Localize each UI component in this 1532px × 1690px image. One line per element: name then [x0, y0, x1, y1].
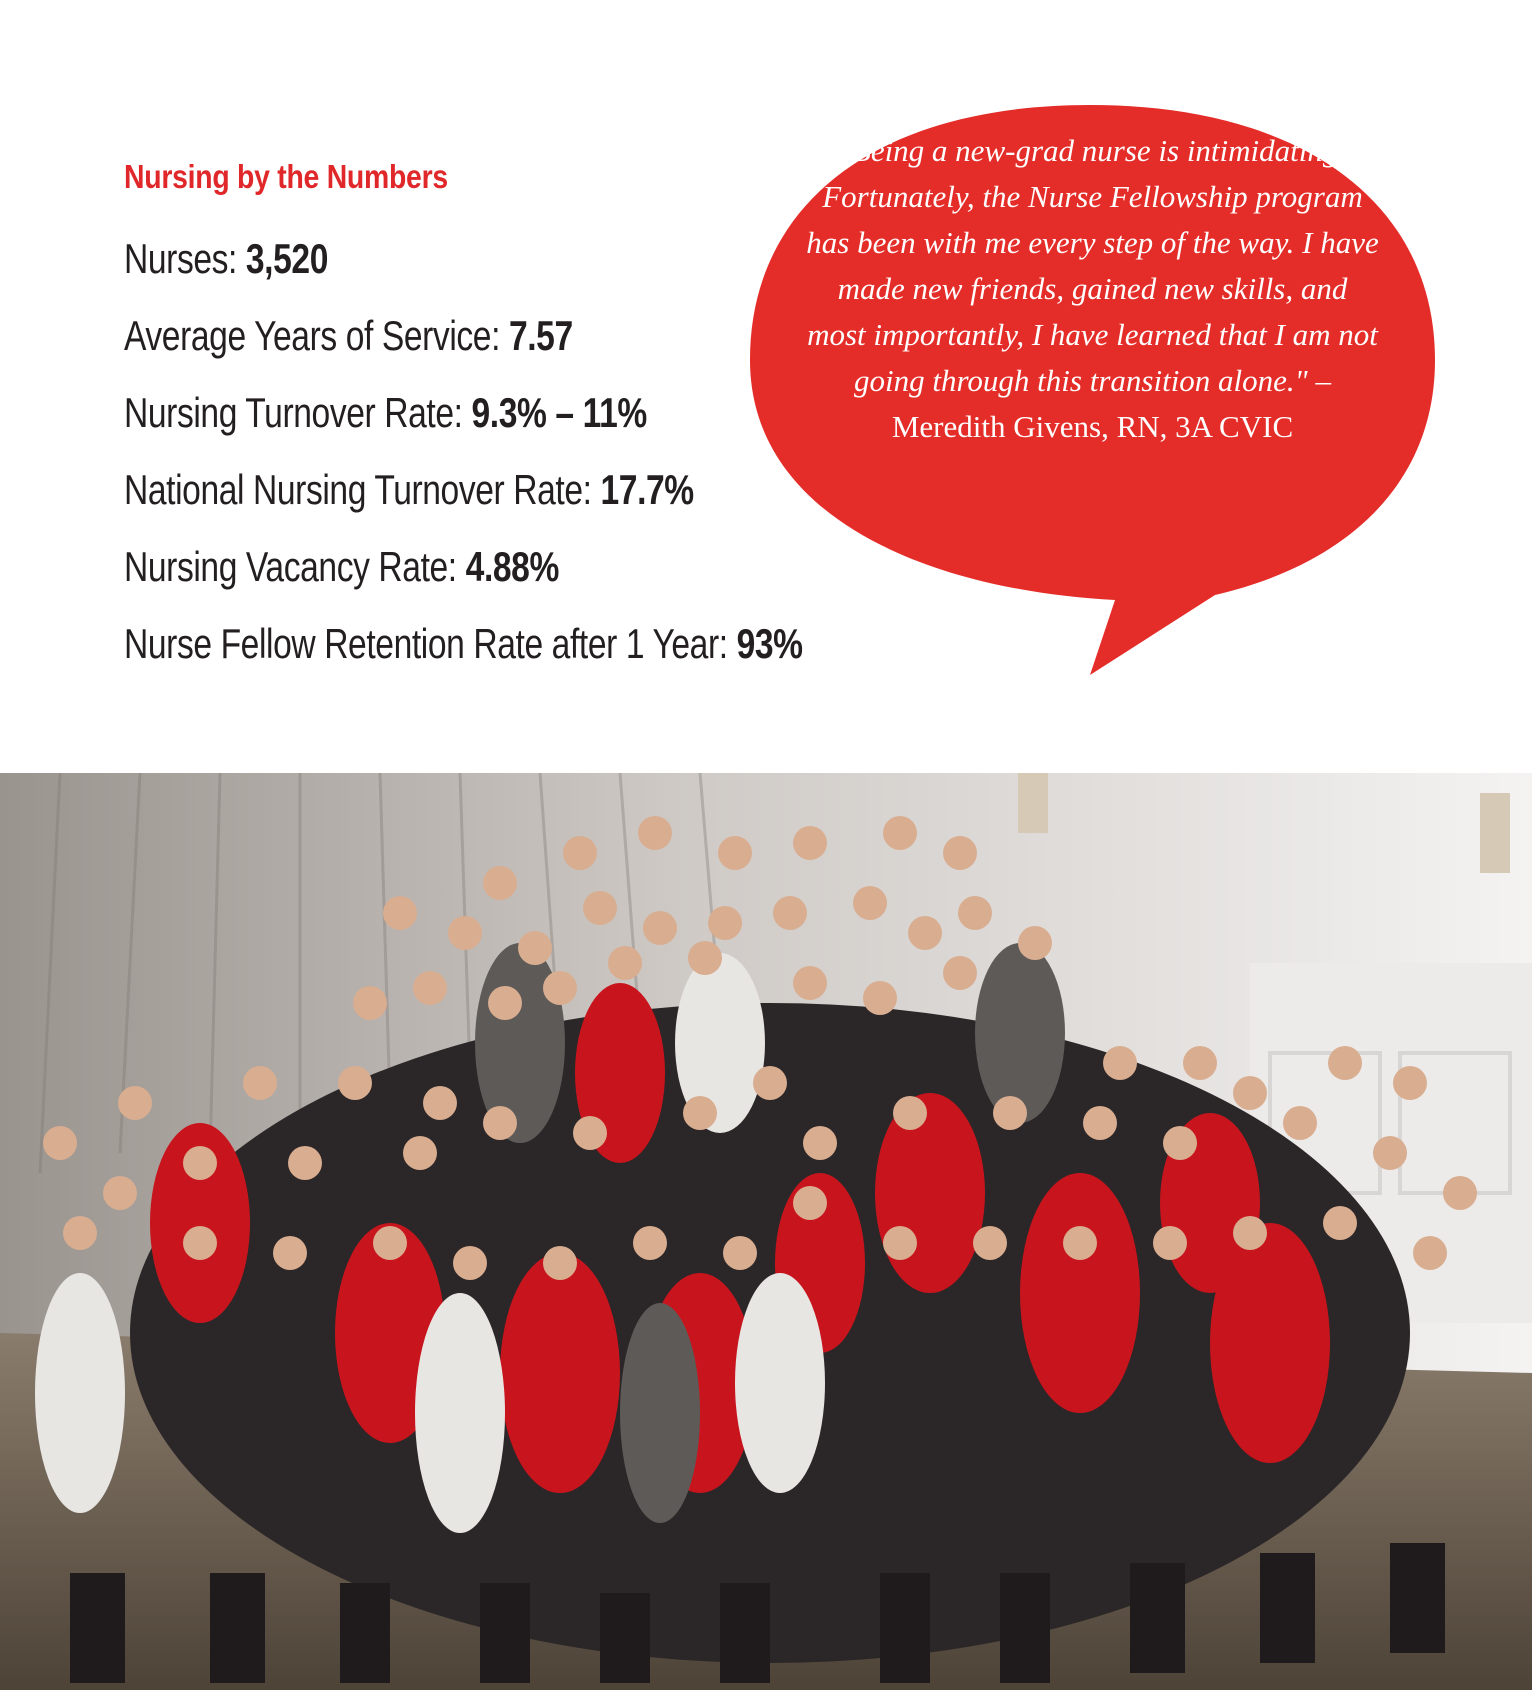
stat-vacancy	[124, 543, 700, 590]
stat-value: 93%	[736, 620, 803, 667]
stats-heading: Nursing by the Numbers	[124, 158, 448, 195]
group-photo-icon	[0, 773, 1532, 1690]
stat-average-years	[124, 312, 700, 359]
stat-label: Nurse Fellow Retention Rate after 1 Year:	[124, 620, 737, 667]
quote-speech-bubble	[745, 95, 1435, 685]
stat-label: Nursing Vacancy Rate:	[124, 543, 466, 590]
stat-turnover	[124, 389, 700, 436]
testimonial-quote	[805, 128, 1380, 450]
stat-value: 3,520	[245, 235, 328, 282]
stat-label: Average Years of Service:	[124, 312, 509, 359]
group-photo	[0, 773, 1532, 1690]
nursing-stats	[124, 158, 844, 700]
stat-label: National Nursing Turnover Rate:	[124, 466, 601, 513]
quote-text: "Being a new-grad nurse is intimidating. Fortunately, the Nurse Fellowship program has been with me every step of the way. I have made new friends, gained new skills, and most importantly, I have learned that I am not going through this transition alone."	[806, 133, 1379, 398]
stat-label: Nurses:	[124, 235, 246, 282]
stat-national-turnover	[124, 466, 700, 513]
stat-value: 7.57	[508, 312, 573, 359]
stat-value: 9.3% – 11%	[471, 389, 647, 436]
stat-label: Nursing Turnover Rate:	[124, 389, 472, 436]
quote-attribution: – Meredith Givens, RN, 3A CVIC	[891, 363, 1331, 444]
stat-value: 17.7%	[600, 466, 694, 513]
stat-nurses	[124, 235, 700, 282]
stat-value: 4.88%	[465, 543, 559, 590]
stat-retention	[124, 620, 803, 667]
